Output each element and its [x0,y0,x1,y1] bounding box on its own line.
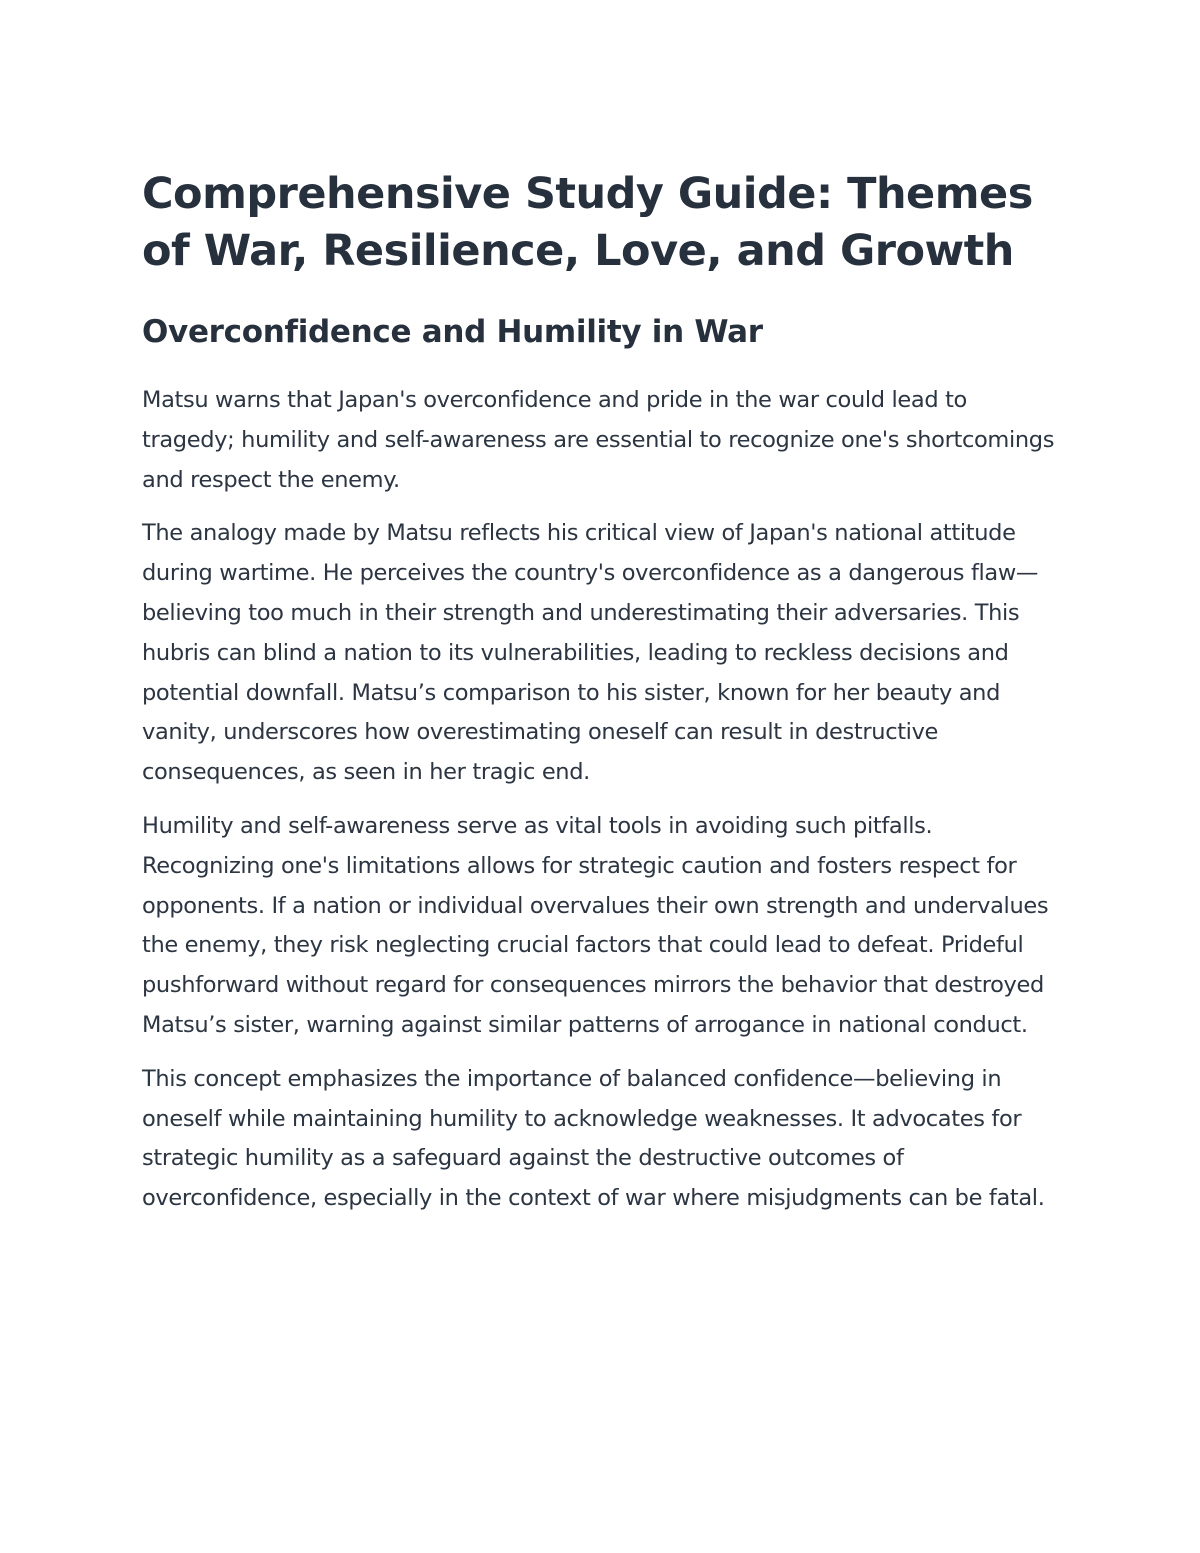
paragraph-2: The analogy made by Matsu reflects his critical view of Japan's national attitude during wartime. He perceives the country's overconfidence as a dangerous flaw—believing too much in their strength and underestimating their adversaries. This hubris can blind a nation to its vulnerabilities, leading to reckless decisions and potential downfall. Matsu’s comparison to his sister, known for her beauty and vanity, underscores how overestimating oneself can result in destructive consequences, as seen in her tragic end. [142,520,1039,786]
paragraph-1: Matsu warns that Japan's overconfidence and pride in the war could lead to tragedy; humility and self-awareness are essential to recognize one's shortcomings and respect the enemy. [142,387,1055,493]
document-title: Comprehensive Study Guide: Themes of War, Resilience, Love, and Growth [142,169,1033,276]
document-page [142,166,1060,1219]
paragraph-4: This concept emphasizes the importance of balanced confidence—believing in oneself while maintaining humility to acknowledge weaknesses. It advocates for strategic humility as a safeguard against the destructive outcomes of overconfidence, especially in the context of war where misjudgments can be fatal. [142,1065,1045,1212]
section-heading: Overconfidence and Humility in War [142,314,763,350]
paragraph-3: Humility and self-awareness serve as vital tools in avoiding such pitfalls. Recognizing one's limitations allows for strategic caution and fosters respect for opponents. If a nation or individual overvalues their own strength and undervalues the enemy, they risk neglecting crucial factors that could lead to defeat. Prideful pushforward without regard for consequences mirrors the behavior that destroyed Matsu’s sister, warning against similar patterns of arrogance in national conduct. [142,812,1049,1038]
